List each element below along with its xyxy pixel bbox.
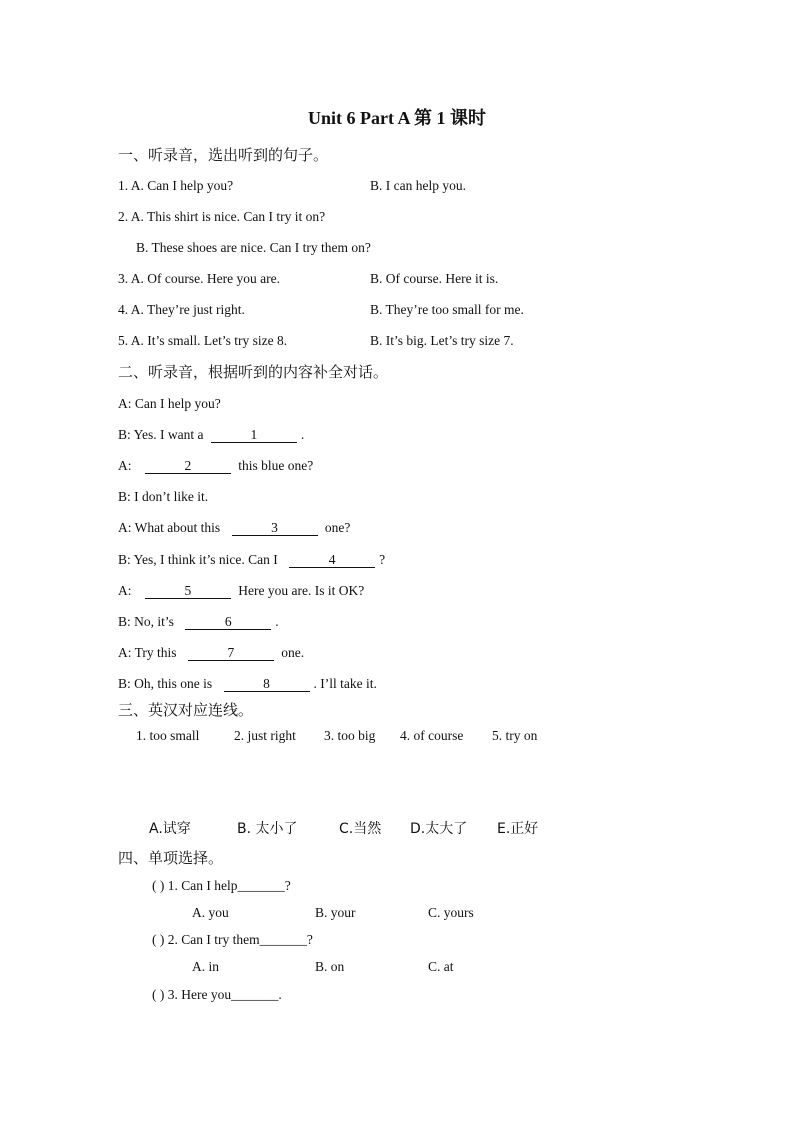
- choice-option: A. you: [192, 905, 229, 920]
- dialog-line-6: B: Yes, I think it’s nice. Can I 4 ?: [118, 552, 386, 567]
- section1-heading: 一、听录音，选出听到的句子。: [118, 146, 329, 164]
- blank-6[interactable]: 6: [185, 614, 271, 630]
- q3-option-b: B. Of course. Here it is.: [370, 271, 499, 286]
- english-term: 1. too small: [136, 728, 200, 743]
- chinese-term: B. 太小了: [237, 821, 298, 837]
- chinese-term: E.正好: [497, 821, 539, 837]
- english-term: 2. just right: [234, 728, 296, 743]
- blank-2[interactable]: 2: [145, 458, 231, 474]
- english-term: 4. of course: [400, 728, 464, 743]
- chinese-term: A.试穿: [149, 821, 191, 837]
- choice-option: B. your: [315, 905, 356, 920]
- choice-option: C. yours: [428, 905, 474, 920]
- q3-option-a: 3. A. Of course. Here you are.: [118, 271, 280, 286]
- q5-option-a: 5. A. It’s small. Let’s try size 8.: [118, 333, 288, 348]
- q4-option-a: 4. A. They’re just right.: [118, 302, 245, 317]
- dialog-line-5: A: What about this 3 one?: [118, 520, 351, 535]
- english-term: 3. too big: [324, 728, 376, 743]
- section2-heading: 二、听录音，根据听到的内容补全对话。: [118, 363, 389, 381]
- dialog-line-7: A: 5 Here you are. Is it OK?: [118, 583, 365, 598]
- dialog-line-4: B: I don’t like it.: [118, 489, 209, 504]
- blank-5[interactable]: 5: [145, 583, 231, 599]
- choice-question-3: ( ) 3. Here you_______.: [152, 987, 282, 1002]
- dialog-line-8: B: No, it’s 6 .: [118, 614, 279, 629]
- blank-3[interactable]: 3: [232, 520, 318, 536]
- section3-heading: 三、英汉对应连线。: [118, 701, 254, 719]
- choice-option: C. at: [428, 959, 454, 974]
- choice-option: A. in: [192, 959, 219, 974]
- dialog-line-10: B: Oh, this one is 8 . I’ll take it.: [118, 676, 377, 691]
- q1-option-b: B. I can help you.: [370, 178, 466, 193]
- q5-option-b: B. It’s big. Let’s try size 7.: [370, 333, 514, 348]
- choice-question-2: ( ) 2. Can I try them_______?: [152, 932, 313, 947]
- page-title: Unit 6 Part A 第 1 课时: [308, 108, 486, 128]
- choice-question-1: ( ) 1. Can I help_______?: [152, 878, 291, 893]
- english-term: 5. try on: [492, 728, 538, 743]
- blank-8[interactable]: 8: [224, 676, 310, 692]
- dialog-line-1: A: Can I help you?: [118, 396, 221, 411]
- q4-option-b: B. They’re too small for me.: [370, 302, 524, 317]
- blank-1[interactable]: 1: [211, 427, 297, 443]
- dialog-line-2: B: Yes. I want a 1 .: [118, 427, 305, 442]
- section4-heading: 四、单项选择。: [118, 849, 224, 867]
- chinese-term: C.当然: [339, 821, 382, 837]
- q2-option-b: B. These shoes are nice. Can I try them on?: [136, 240, 371, 255]
- dialog-line-9: A: Try this 7 one.: [118, 645, 305, 660]
- dialog-line-3: A: 2 this blue one?: [118, 458, 314, 473]
- blank-7[interactable]: 7: [188, 645, 274, 661]
- chinese-term: D.太大了: [410, 821, 468, 837]
- q2-option-a: 2. A. This shirt is nice. Can I try it on?: [118, 209, 326, 224]
- q1-option-a: 1. A. Can I help you?: [118, 178, 234, 193]
- blank-4[interactable]: 4: [289, 552, 375, 568]
- choice-option: B. on: [315, 959, 345, 974]
